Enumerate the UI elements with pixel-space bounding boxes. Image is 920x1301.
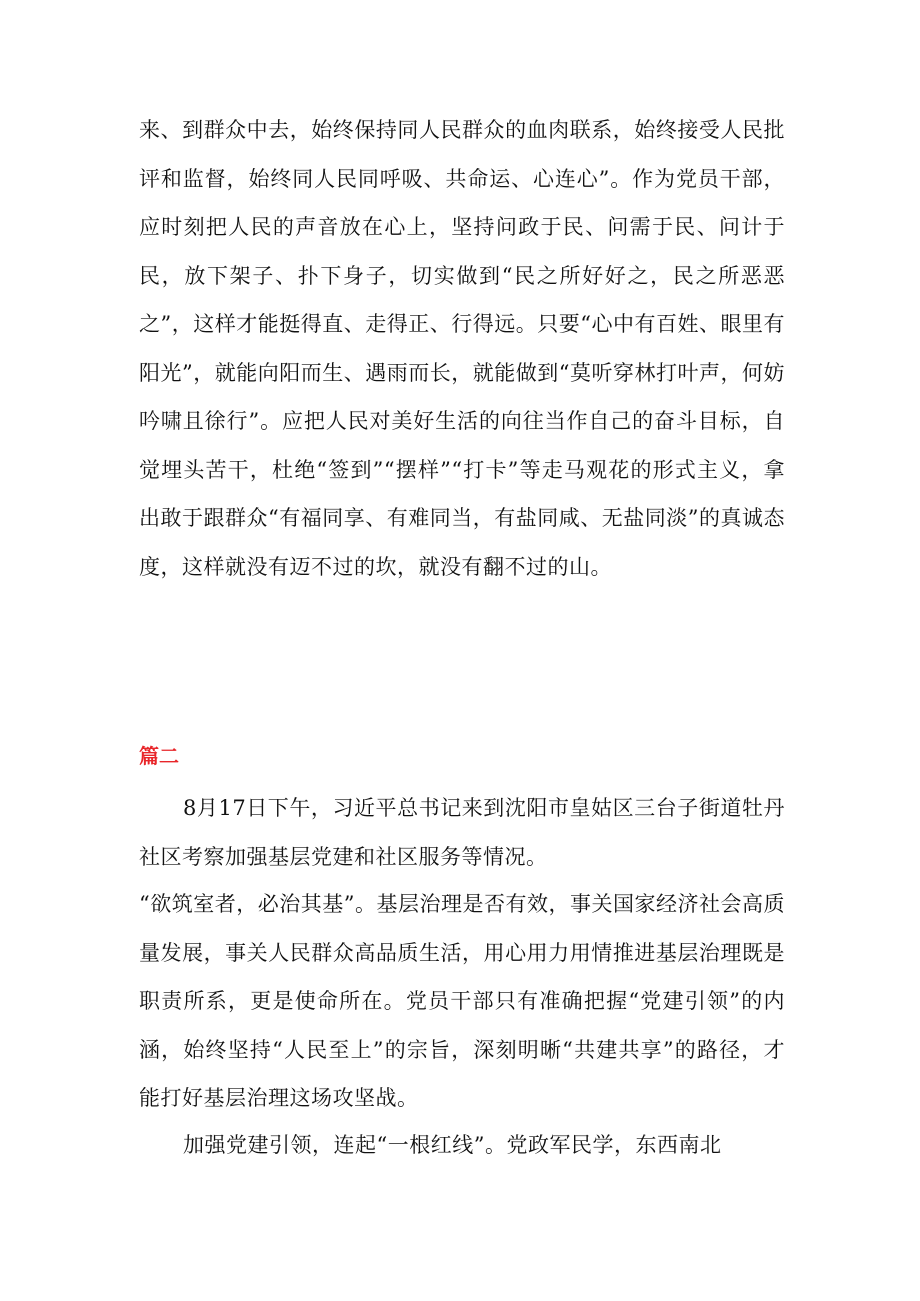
body-paragraph-2: 8月17日下午，习近平总书记来到沈阳市皇姑区三台子街道牡丹社区考察加强基层党建和社区服务等情况。 <box>139 796 785 869</box>
section-heading: 篇二 <box>139 744 179 768</box>
body-paragraph-3: “欲筑室者，必治其基”。基层治理是否有效，事关国家经济社会高质量发展，事关人民群众高品质生活，用心用力用情推进基层治理既是职责所系，更是使命所在。党员干部只有准确把握“党建引领”的内涵，始终坚持“人民至上”的宗旨，深刻明晰“共建共享”的路径，才能打好基层治理这场攻坚战。 <box>139 892 785 1110</box>
body-paragraph-1: 来、到群众中去，始终保持同人民群众的血肉联系，始终接受人民批评和监督，始终同人民同呼吸、共命运、心连心”。作为党员干部，应时刻把人民的声音放在心上，坚持问政于民、问需于民、问计于民，放下架子、扑下身子，切实做到“民之所好好之，民之所恶恶之”，这样才能挺得直、走得正、行得远。只要“心中有百姓、眼里有阳光”，就能向阳而生、遇雨而长，就能做到“莫听穿林打叶声，何妨吟啸且徐行”。应把人民对美好生活的向往当作自己的奋斗目标，自觉埋头苦干，杜绝“签到”“摆样”“打卡”等走马观花的形式主义，拿出敢于跟群众“有福同享、有难同当，有盐同咸、无盐同淡”的真诚态度，这样就没有迈不过的坎，就没有翻不过的山。 <box>139 118 785 579</box>
body-paragraph-4: 加强党建引领，连起“一根红线”。党政军民学，东西南北 <box>183 1133 722 1157</box>
